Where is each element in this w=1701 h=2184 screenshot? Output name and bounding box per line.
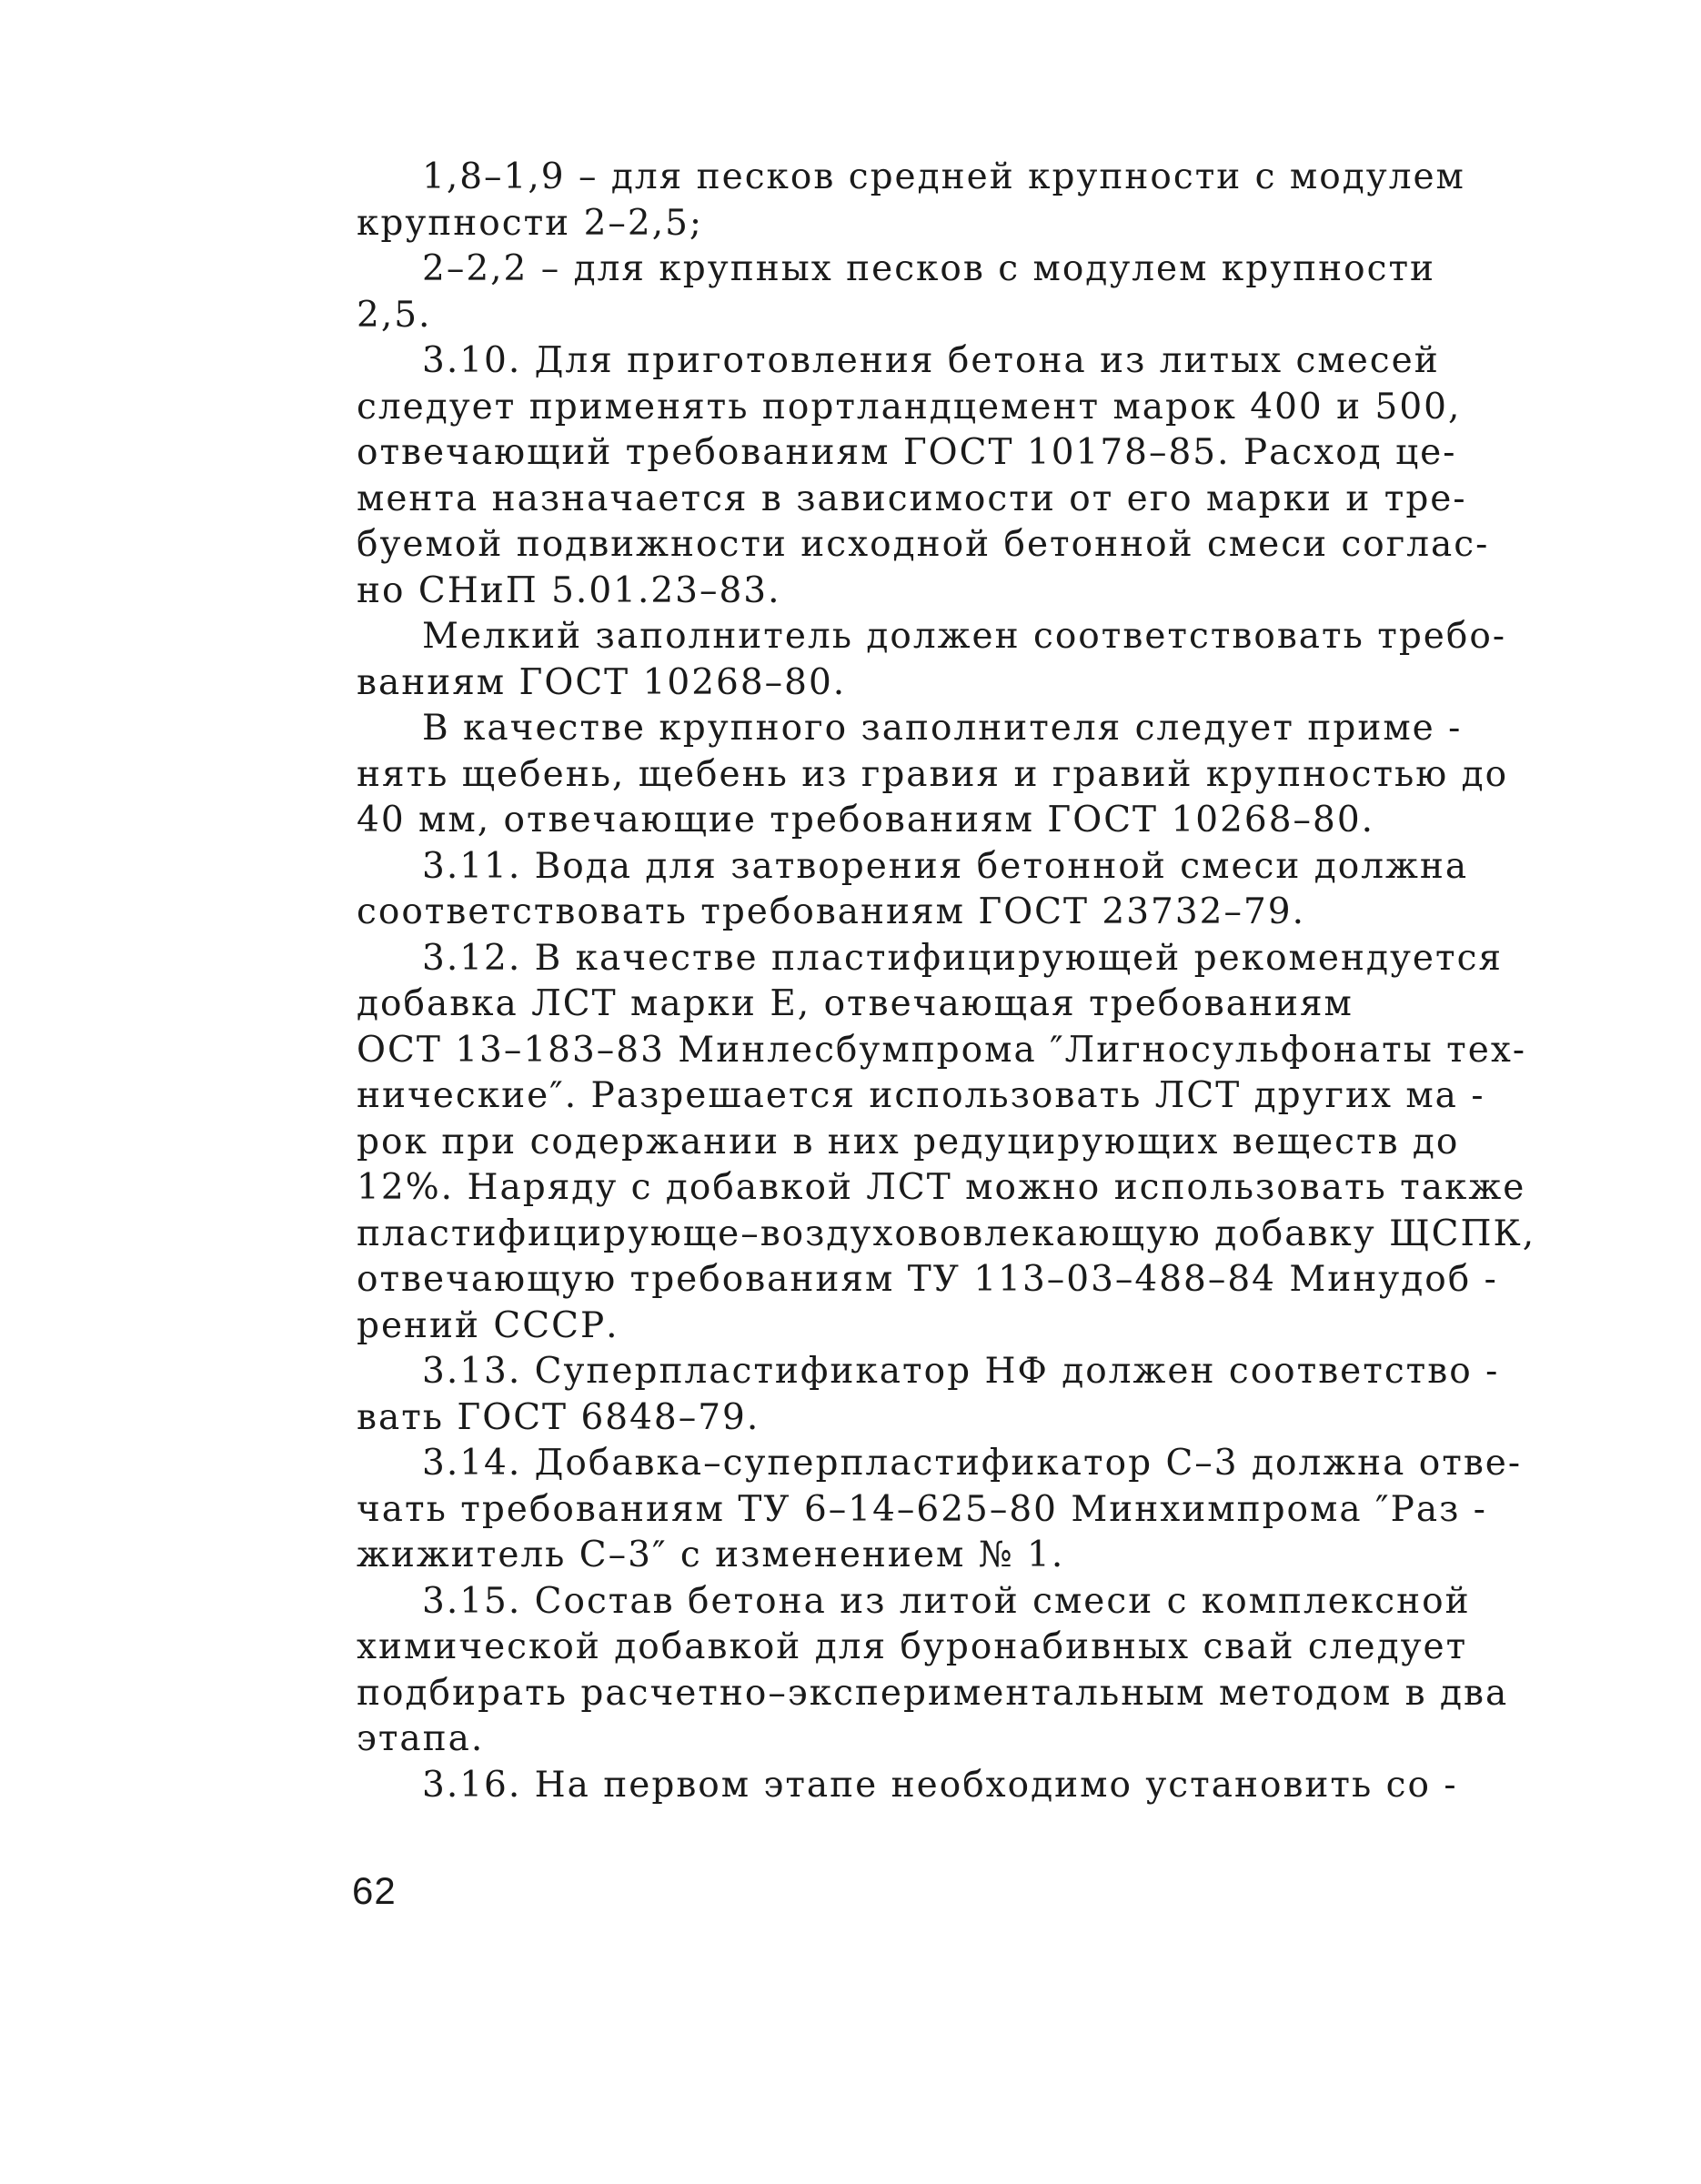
body-text xyxy=(357,155,1539,1808)
text-line: 3.16. На первом этапе необходимо установить со - xyxy=(422,1764,1458,1806)
text-line: 40 мм, отвечающие требованиям ГОСТ 10268–80. xyxy=(357,800,1375,840)
text-line: добавка ЛСТ марки Е, отвечающая требованиям xyxy=(357,983,1354,1024)
text-line: 3.15. Состав бетона из литой смеси с комплексной xyxy=(422,1580,1471,1622)
text-line: 12%. Наряду с добавкой ЛСТ можно использовать также xyxy=(357,1167,1526,1208)
text-line: 3.12. В качестве пластифицирующей рекомендуется xyxy=(422,937,1504,979)
text-line: отвечающую требованиям ТУ 113–03–488–84 Минудоб - xyxy=(357,1259,1498,1300)
text-line: нические″. Разрешается использовать ЛСТ других ма - xyxy=(357,1075,1485,1116)
text-line: но СНиП 5.01.23–83. xyxy=(357,569,781,611)
text-line: 3.13. Суперпластификатор НФ должен соответство - xyxy=(422,1351,1500,1392)
text-line: Мелкий заполнитель должен соответствовать требо- xyxy=(422,616,1506,657)
text-line: крупности 2–2,5; xyxy=(357,202,704,244)
text-line: следует применять портландцемент марок 400 и 500, xyxy=(357,386,1462,428)
text-line: соответствовать требованиям ГОСТ 23732–79. xyxy=(357,891,1306,932)
text-line: этапа. xyxy=(357,1718,485,1759)
text-line: 2,5. xyxy=(357,294,432,336)
text-line: вать ГОСТ 6848–79. xyxy=(357,1396,760,1438)
text-line: подбирать расчетно–экспериментальным методом в два xyxy=(357,1672,1509,1714)
text-line: нять щебень, щебень из гравия и гравий крупностью до xyxy=(357,753,1509,795)
text-line: отвечающий требованиям ГОСТ 10178–85. Расход це- xyxy=(357,432,1457,473)
text-line: мента назначается в зависимости от его марки и тре- xyxy=(357,478,1467,519)
page-number: 62 xyxy=(352,1869,397,1912)
text-line: 1,8–1,9 – для песков средней крупности с модулем xyxy=(422,156,1465,197)
text-line: жижитель С–3″ с изменением № 1. xyxy=(357,1535,1065,1575)
text-line: химической добавкой для буронабивных свай следует xyxy=(357,1626,1468,1667)
text-line: 3.11. Вода для затворения бетонной смеси должна xyxy=(422,845,1469,887)
text-line: пластифицирующе–воздухововлекающую добавку ЩСПК, xyxy=(357,1213,1536,1254)
text-line: 3.10. Для приготовления бетона из литых смесей xyxy=(422,340,1440,381)
text-line: ОСТ 13–183–83 Минлесбумпрома ″Лигносульфонаты тех- xyxy=(357,1029,1527,1071)
text-line: 3.14. Добавка–суперпластификатор С–3 должна отве- xyxy=(422,1443,1523,1484)
text-line: рок при содержании в них редуцирующих веществ до xyxy=(357,1121,1460,1162)
text-line: рений СССР. xyxy=(357,1304,619,1346)
text-line: ваниям ГОСТ 10268–80. xyxy=(357,661,847,703)
text-line: чать требованиям ТУ 6–14–625–80 Минхимпрома ″Раз - xyxy=(357,1488,1487,1530)
text-line: 2–2,2 – для крупных песков с модулем крупности xyxy=(422,248,1436,289)
text-line: буемой подвижности исходной бетонной смеси соглас- xyxy=(357,524,1490,565)
text-line: В качестве крупного заполнителя следует приме - xyxy=(422,708,1463,749)
